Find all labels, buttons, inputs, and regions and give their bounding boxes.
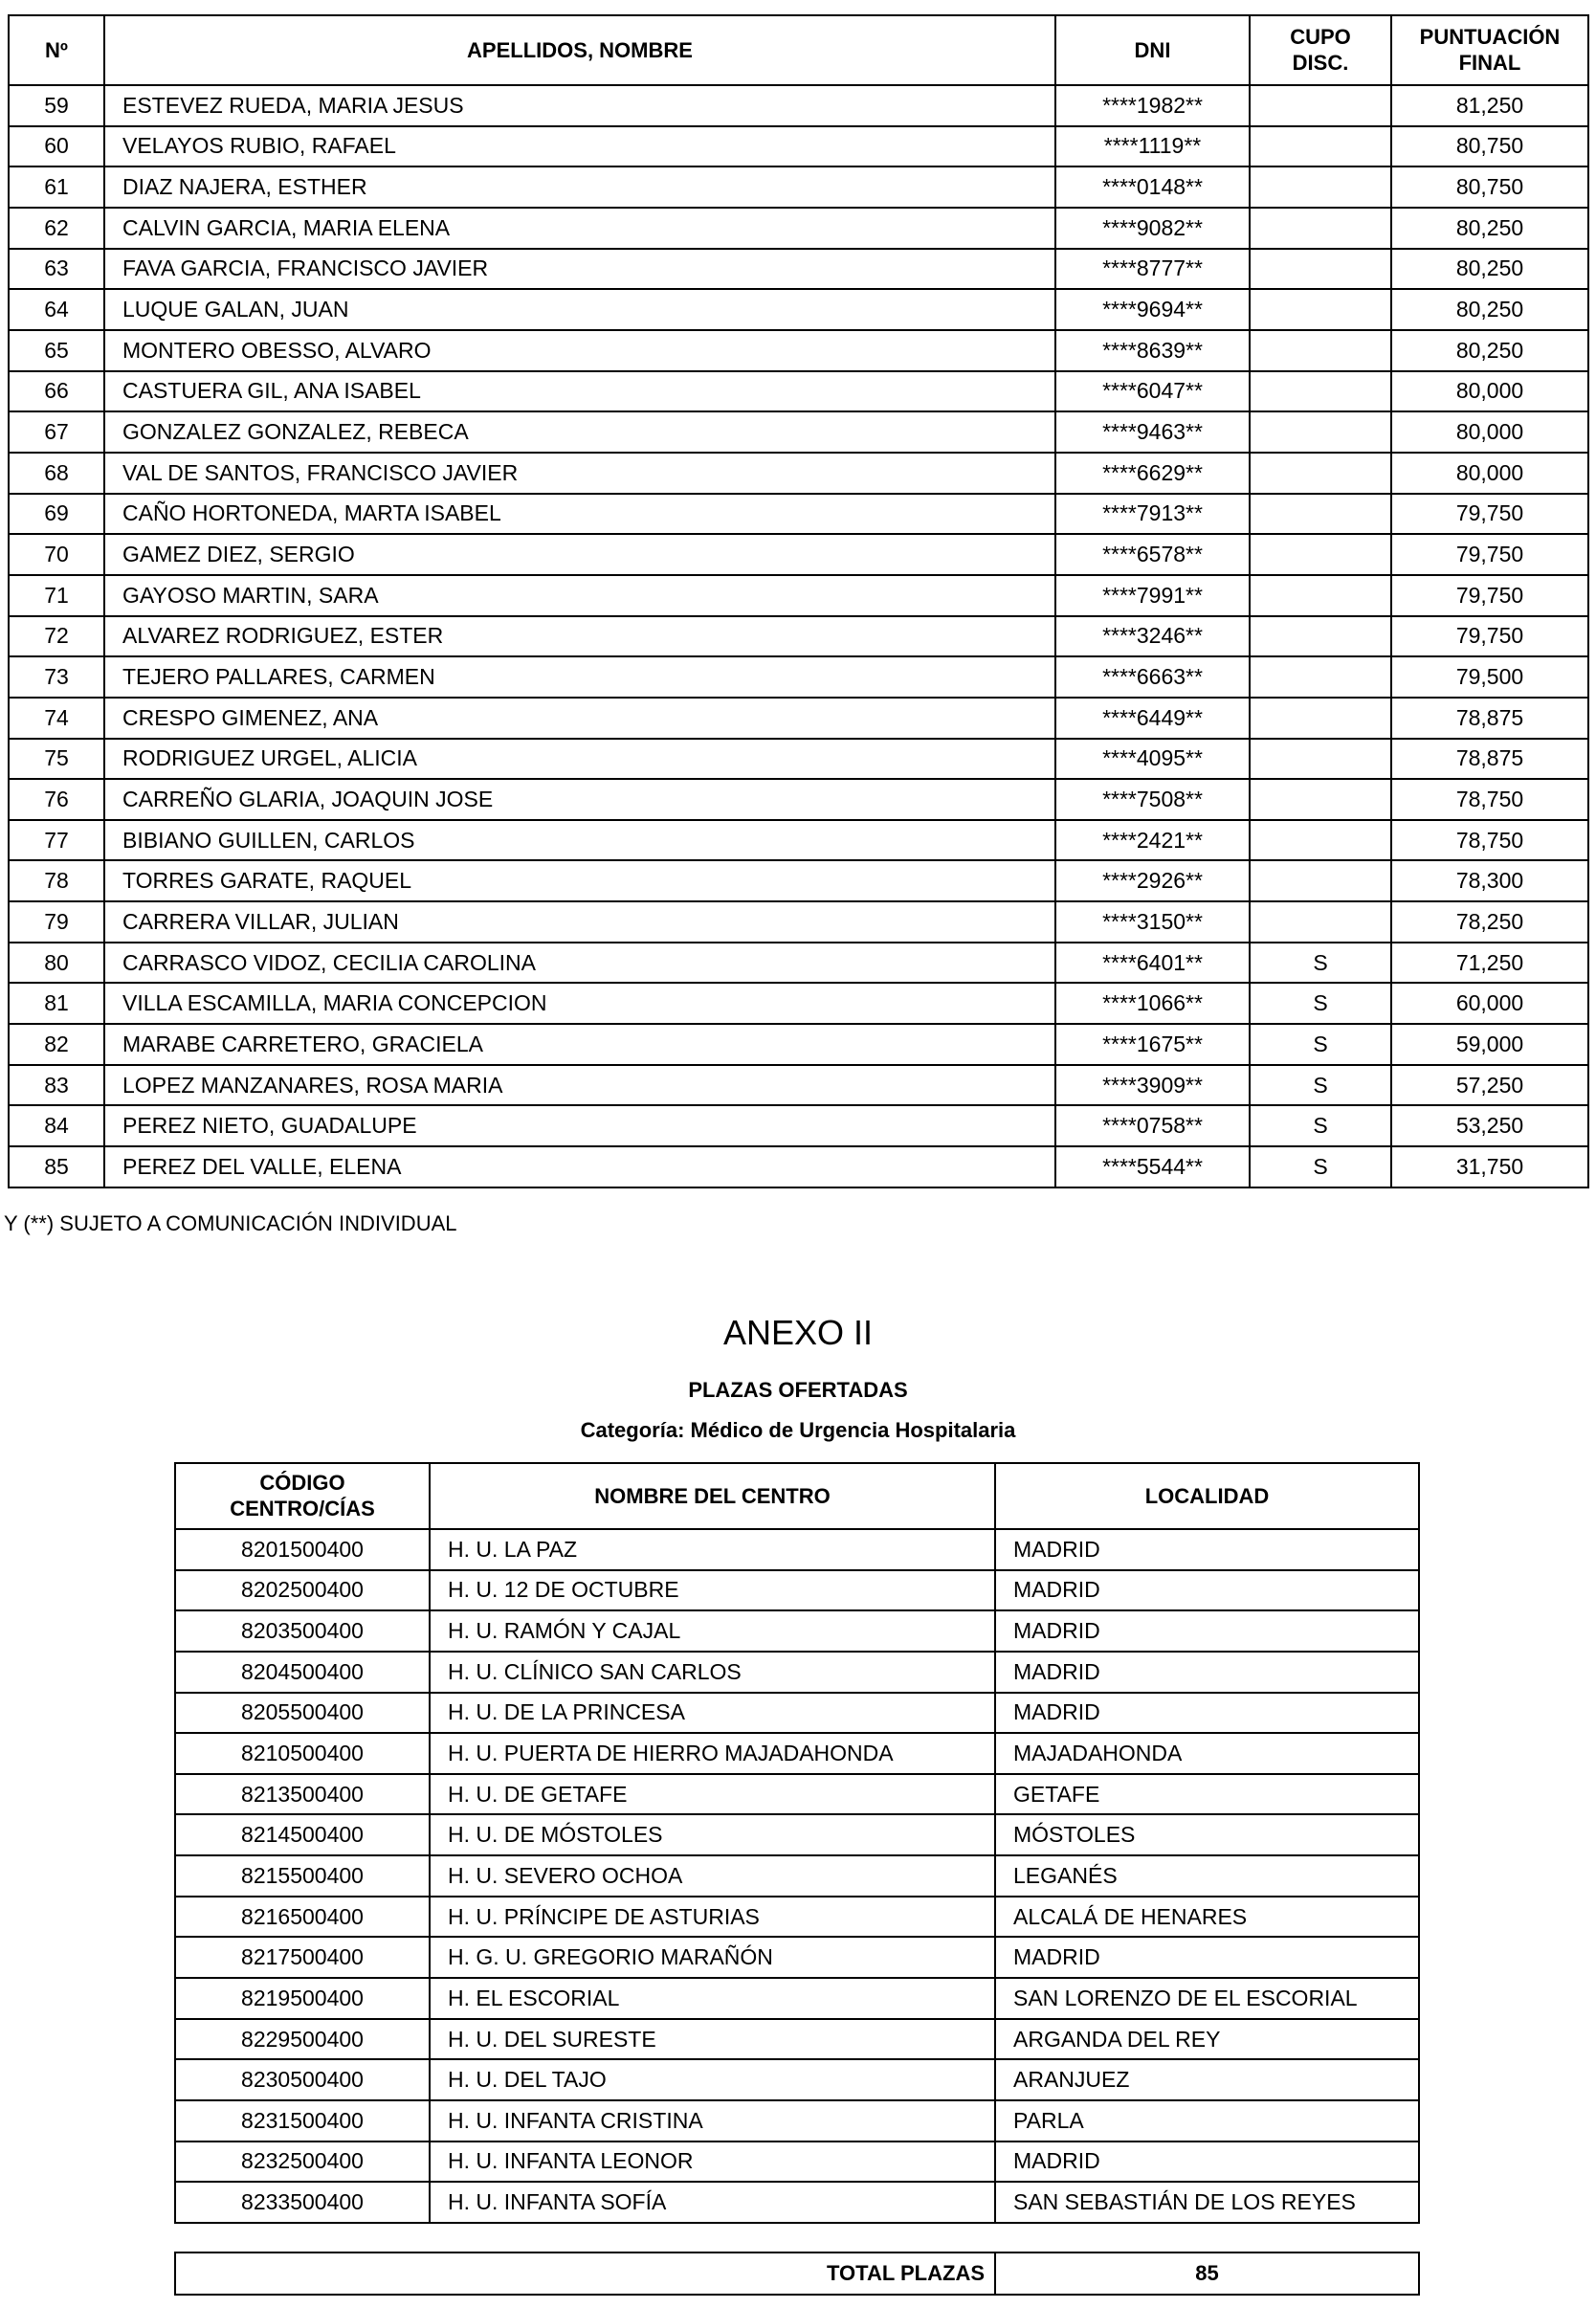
table-header-row bbox=[9, 15, 1588, 85]
cell-code: 8230500400 bbox=[175, 2059, 430, 2100]
cell-name: LOPEZ MANZANARES, ROSA MARIA bbox=[104, 1065, 1055, 1106]
cell-score: 79,750 bbox=[1391, 575, 1588, 616]
cell-name: VAL DE SANTOS, FRANCISCO JAVIER bbox=[104, 453, 1055, 494]
header-name: APELLIDOS, NOMBRE bbox=[104, 15, 1055, 85]
table-row bbox=[9, 289, 1588, 330]
cell-name: GAMEZ DIEZ, SERGIO bbox=[104, 534, 1055, 575]
cell-number: 62 bbox=[9, 208, 104, 249]
cell-code: 8231500400 bbox=[175, 2100, 430, 2142]
cell-dni: ****5544** bbox=[1055, 1146, 1250, 1187]
cell-number: 65 bbox=[9, 330, 104, 371]
cell-name: FAVA GARCIA, FRANCISCO JAVIER bbox=[104, 249, 1055, 290]
cell-center: H. U. DE MÓSTOLES bbox=[430, 1814, 995, 1855]
cell-number: 70 bbox=[9, 534, 104, 575]
cell-locality: MADRID bbox=[995, 1652, 1419, 1693]
cell-code: 8203500400 bbox=[175, 1610, 430, 1652]
cell-code: 8216500400 bbox=[175, 1897, 430, 1938]
cell-center: H. U. PRÍNCIPE DE ASTURIAS bbox=[430, 1897, 995, 1938]
cell-dni: ****7991** bbox=[1055, 575, 1250, 616]
header-dni: DNI bbox=[1055, 15, 1250, 85]
cell-number: 64 bbox=[9, 289, 104, 330]
cell-cupo: S bbox=[1250, 1065, 1391, 1106]
cell-cupo: S bbox=[1250, 1024, 1391, 1065]
cell-score: 78,250 bbox=[1391, 901, 1588, 943]
table-row bbox=[9, 534, 1588, 575]
table-row bbox=[9, 249, 1588, 290]
cell-center: H. U. DEL SURESTE bbox=[430, 2019, 995, 2060]
cell-number: 59 bbox=[9, 85, 104, 126]
cell-dni: ****7508** bbox=[1055, 779, 1250, 820]
table-row bbox=[9, 860, 1588, 901]
cell-code: 8202500400 bbox=[175, 1570, 430, 1611]
cell-score: 78,875 bbox=[1391, 698, 1588, 739]
table-row bbox=[175, 2142, 1419, 2183]
table-row bbox=[175, 1693, 1419, 1734]
cell-locality: MÓSTOLES bbox=[995, 1814, 1419, 1855]
cell-score: 80,750 bbox=[1391, 166, 1588, 208]
table-row bbox=[175, 1855, 1419, 1897]
table-row bbox=[9, 1146, 1588, 1187]
cell-name: CARRASCO VIDOZ, CECILIA CAROLINA bbox=[104, 943, 1055, 984]
cell-code: 8219500400 bbox=[175, 1978, 430, 2019]
header-code bbox=[175, 1463, 430, 1529]
cell-cupo bbox=[1250, 698, 1391, 739]
cell-code: 8229500400 bbox=[175, 2019, 430, 2060]
cell-score: 80,000 bbox=[1391, 453, 1588, 494]
cell-locality: MADRID bbox=[995, 1529, 1419, 1570]
cell-cupo bbox=[1250, 249, 1391, 290]
cell-score: 59,000 bbox=[1391, 1024, 1588, 1065]
cell-code: 8214500400 bbox=[175, 1814, 430, 1855]
cell-score: 60,000 bbox=[1391, 983, 1588, 1024]
table-row bbox=[175, 1978, 1419, 2019]
cell-dni: ****1066** bbox=[1055, 983, 1250, 1024]
cell-number: 69 bbox=[9, 494, 104, 535]
cell-number: 72 bbox=[9, 616, 104, 657]
cell-center: H. U. DE LA PRINCESA bbox=[430, 1693, 995, 1734]
cell-cupo bbox=[1250, 208, 1391, 249]
candidates-table bbox=[8, 14, 1589, 1188]
table-row bbox=[9, 575, 1588, 616]
table-row bbox=[9, 208, 1588, 249]
cell-cupo bbox=[1250, 371, 1391, 412]
cell-score: 31,750 bbox=[1391, 1146, 1588, 1187]
cell-code: 8213500400 bbox=[175, 1774, 430, 1815]
cell-name: CAÑO HORTONEDA, MARTA ISABEL bbox=[104, 494, 1055, 535]
cell-locality: GETAFE bbox=[995, 1774, 1419, 1815]
table-row bbox=[175, 2059, 1419, 2100]
cell-cupo bbox=[1250, 616, 1391, 657]
cell-name: CASTUERA GIL, ANA ISABEL bbox=[104, 371, 1055, 412]
cell-cupo bbox=[1250, 494, 1391, 535]
table-row bbox=[9, 779, 1588, 820]
cell-dni: ****6449** bbox=[1055, 698, 1250, 739]
table-row bbox=[175, 1652, 1419, 1693]
header-number: Nº bbox=[9, 15, 104, 85]
cell-number: 61 bbox=[9, 166, 104, 208]
table-row bbox=[175, 1610, 1419, 1652]
table-row bbox=[9, 943, 1588, 984]
header-score-text: PUNTUACIÓN FINAL bbox=[1419, 25, 1561, 75]
cell-center: H. EL ESCORIAL bbox=[430, 1978, 995, 2019]
cell-cupo bbox=[1250, 860, 1391, 901]
cell-cupo: S bbox=[1250, 1105, 1391, 1146]
table-row bbox=[9, 166, 1588, 208]
table-row bbox=[9, 330, 1588, 371]
cell-name: BIBIANO GUILLEN, CARLOS bbox=[104, 820, 1055, 861]
cell-dni: ****6401** bbox=[1055, 943, 1250, 984]
table-row bbox=[9, 411, 1588, 453]
cell-center: H. U. 12 DE OCTUBRE bbox=[430, 1570, 995, 1611]
cell-score: 78,750 bbox=[1391, 779, 1588, 820]
cell-number: 63 bbox=[9, 249, 104, 290]
cell-dni: ****6578** bbox=[1055, 534, 1250, 575]
cell-code: 8204500400 bbox=[175, 1652, 430, 1693]
cell-number: 75 bbox=[9, 739, 104, 780]
cell-name: ESTEVEZ RUEDA, MARIA JESUS bbox=[104, 85, 1055, 126]
header-cupo bbox=[1250, 15, 1391, 85]
cell-score: 79,750 bbox=[1391, 494, 1588, 535]
header-score bbox=[1391, 15, 1588, 85]
cell-score: 53,250 bbox=[1391, 1105, 1588, 1146]
table-row bbox=[9, 1024, 1588, 1065]
cell-name: ALVAREZ RODRIGUEZ, ESTER bbox=[104, 616, 1055, 657]
cell-center: H. U. CLÍNICO SAN CARLOS bbox=[430, 1652, 995, 1693]
cell-cupo bbox=[1250, 656, 1391, 698]
cell-dni: ****3909** bbox=[1055, 1065, 1250, 1106]
cell-name: PEREZ DEL VALLE, ELENA bbox=[104, 1146, 1055, 1187]
cell-locality: MADRID bbox=[995, 1937, 1419, 1978]
cell-number: 76 bbox=[9, 779, 104, 820]
cell-dni: ****3246** bbox=[1055, 616, 1250, 657]
cell-locality: MADRID bbox=[995, 2142, 1419, 2183]
table-row bbox=[9, 494, 1588, 535]
cell-center: H. U. DEL TAJO bbox=[430, 2059, 995, 2100]
cell-name: MONTERO OBESSO, ALVARO bbox=[104, 330, 1055, 371]
cell-dni: ****6047** bbox=[1055, 371, 1250, 412]
cell-number: 74 bbox=[9, 698, 104, 739]
cell-score: 80,250 bbox=[1391, 289, 1588, 330]
cell-number: 77 bbox=[9, 820, 104, 861]
cell-name: CARRERA VILLAR, JULIAN bbox=[104, 901, 1055, 943]
cell-center: H. G. U. GREGORIO MARAÑÓN bbox=[430, 1937, 995, 1978]
cell-number: 66 bbox=[9, 371, 104, 412]
cell-locality: LEGANÉS bbox=[995, 1855, 1419, 1897]
total-row bbox=[175, 2253, 1419, 2295]
table-row bbox=[175, 1774, 1419, 1815]
cell-number: 81 bbox=[9, 983, 104, 1024]
cell-score: 79,750 bbox=[1391, 616, 1588, 657]
cell-number: 73 bbox=[9, 656, 104, 698]
table-row bbox=[9, 126, 1588, 167]
cell-score: 78,750 bbox=[1391, 820, 1588, 861]
cell-locality: ARANJUEZ bbox=[995, 2059, 1419, 2100]
cell-cupo bbox=[1250, 820, 1391, 861]
cell-locality: ALCALÁ DE HENARES bbox=[995, 1897, 1419, 1938]
cell-locality: MADRID bbox=[995, 1693, 1419, 1734]
table-row bbox=[175, 2100, 1419, 2142]
cell-locality: MADRID bbox=[995, 1610, 1419, 1652]
cell-dni: ****2926** bbox=[1055, 860, 1250, 901]
cell-name: RODRIGUEZ URGEL, ALICIA bbox=[104, 739, 1055, 780]
header-center: NOMBRE DEL CENTRO bbox=[430, 1463, 995, 1529]
cell-locality: ARGANDA DEL REY bbox=[995, 2019, 1419, 2060]
table-row bbox=[9, 820, 1588, 861]
cell-code: 8233500400 bbox=[175, 2182, 430, 2223]
table-row bbox=[9, 616, 1588, 657]
cell-name: CRESPO GIMENEZ, ANA bbox=[104, 698, 1055, 739]
cell-center: H. U. LA PAZ bbox=[430, 1529, 995, 1570]
cell-cupo bbox=[1250, 534, 1391, 575]
cell-number: 84 bbox=[9, 1105, 104, 1146]
cell-score: 79,500 bbox=[1391, 656, 1588, 698]
cell-dni: ****9694** bbox=[1055, 289, 1250, 330]
cell-score: 57,250 bbox=[1391, 1065, 1588, 1106]
cell-cupo: S bbox=[1250, 1146, 1391, 1187]
cell-number: 79 bbox=[9, 901, 104, 943]
table-row bbox=[175, 2019, 1419, 2060]
cell-locality: MADRID bbox=[995, 1570, 1419, 1611]
cell-number: 82 bbox=[9, 1024, 104, 1065]
table-row bbox=[9, 453, 1588, 494]
table-row bbox=[175, 2182, 1419, 2223]
table-row bbox=[175, 1529, 1419, 1570]
cell-code: 8217500400 bbox=[175, 1937, 430, 1978]
cell-name: GONZALEZ GONZALEZ, REBECA bbox=[104, 411, 1055, 453]
table-row bbox=[175, 1937, 1419, 1978]
table-row bbox=[175, 1570, 1419, 1611]
cell-number: 68 bbox=[9, 453, 104, 494]
cell-name: TORRES GARATE, RAQUEL bbox=[104, 860, 1055, 901]
cell-cupo: S bbox=[1250, 983, 1391, 1024]
cell-score: 80,000 bbox=[1391, 411, 1588, 453]
cell-dni: ****9463** bbox=[1055, 411, 1250, 453]
header-cupo-text: CUPO DISC. bbox=[1290, 25, 1351, 75]
cell-dni: ****0148** bbox=[1055, 166, 1250, 208]
cell-locality: PARLA bbox=[995, 2100, 1419, 2142]
cell-score: 81,250 bbox=[1391, 85, 1588, 126]
cell-cupo: S bbox=[1250, 943, 1391, 984]
cell-cupo bbox=[1250, 411, 1391, 453]
cell-score: 80,250 bbox=[1391, 330, 1588, 371]
annex-subtitle: PLAZAS OFERTADAS bbox=[688, 1378, 908, 1402]
cell-cupo bbox=[1250, 739, 1391, 780]
cell-score: 79,750 bbox=[1391, 534, 1588, 575]
cell-cupo bbox=[1250, 166, 1391, 208]
table-header-row bbox=[175, 1463, 1419, 1529]
cell-score: 80,750 bbox=[1391, 126, 1588, 167]
cell-name: VELAYOS RUBIO, RAFAEL bbox=[104, 126, 1055, 167]
cell-number: 85 bbox=[9, 1146, 104, 1187]
cell-name: LUQUE GALAN, JUAN bbox=[104, 289, 1055, 330]
cell-dni: ****2421** bbox=[1055, 820, 1250, 861]
footnote: Y (**) SUJETO A COMUNICACIÓN INDIVIDUAL bbox=[4, 1211, 457, 1235]
cell-dni: ****1982** bbox=[1055, 85, 1250, 126]
total-label: TOTAL PLAZAS bbox=[175, 2253, 995, 2295]
cell-center: H. U. RAMÓN Y CAJAL bbox=[430, 1610, 995, 1652]
total-table bbox=[174, 2252, 1420, 2296]
cell-dni: ****8639** bbox=[1055, 330, 1250, 371]
header-code-line1: CÓDIGO bbox=[259, 1471, 345, 1496]
cell-name: CARREÑO GLARIA, JOAQUIN JOSE bbox=[104, 779, 1055, 820]
annex-category: Categoría: Médico de Urgencia Hospitalaria bbox=[580, 1418, 1016, 1442]
cell-cupo bbox=[1250, 330, 1391, 371]
cell-score: 78,875 bbox=[1391, 739, 1588, 780]
cell-name: VILLA ESCAMILLA, MARIA CONCEPCION bbox=[104, 983, 1055, 1024]
cell-code: 8210500400 bbox=[175, 1733, 430, 1774]
total-value: 85 bbox=[995, 2253, 1419, 2295]
cell-cupo bbox=[1250, 575, 1391, 616]
cell-dni: ****8777** bbox=[1055, 249, 1250, 290]
cell-locality: SAN SEBASTIÁN DE LOS REYES bbox=[995, 2182, 1419, 2223]
cell-code: 8215500400 bbox=[175, 1855, 430, 1897]
table-row bbox=[9, 656, 1588, 698]
cell-name: CALVIN GARCIA, MARIA ELENA bbox=[104, 208, 1055, 249]
cell-center: H. U. DE GETAFE bbox=[430, 1774, 995, 1815]
cell-number: 67 bbox=[9, 411, 104, 453]
cell-name: DIAZ NAJERA, ESTHER bbox=[104, 166, 1055, 208]
cell-locality: SAN LORENZO DE EL ESCORIAL bbox=[995, 1978, 1419, 2019]
cell-score: 71,250 bbox=[1391, 943, 1588, 984]
cell-code: 8201500400 bbox=[175, 1529, 430, 1570]
cell-score: 80,250 bbox=[1391, 208, 1588, 249]
cell-locality: MAJADAHONDA bbox=[995, 1733, 1419, 1774]
cell-dni: ****6663** bbox=[1055, 656, 1250, 698]
cell-name: MARABE CARRETERO, GRACIELA bbox=[104, 1024, 1055, 1065]
cell-cupo bbox=[1250, 779, 1391, 820]
cell-dni: ****1675** bbox=[1055, 1024, 1250, 1065]
cell-center: H. U. PUERTA DE HIERRO MAJADAHONDA bbox=[430, 1733, 995, 1774]
header-code-line2: CENTRO/CÍAS bbox=[230, 1496, 375, 1520]
cell-score: 80,000 bbox=[1391, 371, 1588, 412]
table-row bbox=[175, 1814, 1419, 1855]
cell-center: H. U. INFANTA CRISTINA bbox=[430, 2100, 995, 2142]
cell-cupo bbox=[1250, 85, 1391, 126]
cell-name: TEJERO PALLARES, CARMEN bbox=[104, 656, 1055, 698]
table-row bbox=[9, 1065, 1588, 1106]
cell-cupo bbox=[1250, 901, 1391, 943]
annex-title: ANEXO II bbox=[722, 1313, 874, 1352]
cell-score: 78,300 bbox=[1391, 860, 1588, 901]
cell-center: H. U. SEVERO OCHOA bbox=[430, 1855, 995, 1897]
cell-number: 60 bbox=[9, 126, 104, 167]
table-row bbox=[175, 1897, 1419, 1938]
cell-number: 83 bbox=[9, 1065, 104, 1106]
cell-dni: ****9082** bbox=[1055, 208, 1250, 249]
cell-cupo bbox=[1250, 453, 1391, 494]
cell-dni: ****0758** bbox=[1055, 1105, 1250, 1146]
cell-number: 71 bbox=[9, 575, 104, 616]
table-row bbox=[9, 85, 1588, 126]
cell-dni: ****4095** bbox=[1055, 739, 1250, 780]
table-row bbox=[9, 983, 1588, 1024]
cell-cupo bbox=[1250, 289, 1391, 330]
header-locality: LOCALIDAD bbox=[995, 1463, 1419, 1529]
cell-dni: ****6629** bbox=[1055, 453, 1250, 494]
table-row bbox=[9, 371, 1588, 412]
cell-dni: ****3150** bbox=[1055, 901, 1250, 943]
cell-dni: ****1119** bbox=[1055, 126, 1250, 167]
table-row bbox=[175, 1733, 1419, 1774]
cell-score: 80,250 bbox=[1391, 249, 1588, 290]
cell-cupo bbox=[1250, 126, 1391, 167]
table-row bbox=[9, 739, 1588, 780]
cell-name: GAYOSO MARTIN, SARA bbox=[104, 575, 1055, 616]
table-row bbox=[9, 1105, 1588, 1146]
table-row bbox=[9, 698, 1588, 739]
cell-name: PEREZ NIETO, GUADALUPE bbox=[104, 1105, 1055, 1146]
cell-number: 80 bbox=[9, 943, 104, 984]
cell-center: H. U. INFANTA LEONOR bbox=[430, 2142, 995, 2183]
cell-code: 8232500400 bbox=[175, 2142, 430, 2183]
cell-center: H. U. INFANTA SOFÍA bbox=[430, 2182, 995, 2223]
cell-dni: ****7913** bbox=[1055, 494, 1250, 535]
cell-code: 8205500400 bbox=[175, 1693, 430, 1734]
table-row bbox=[9, 901, 1588, 943]
cell-number: 78 bbox=[9, 860, 104, 901]
positions-table bbox=[174, 1462, 1420, 2224]
